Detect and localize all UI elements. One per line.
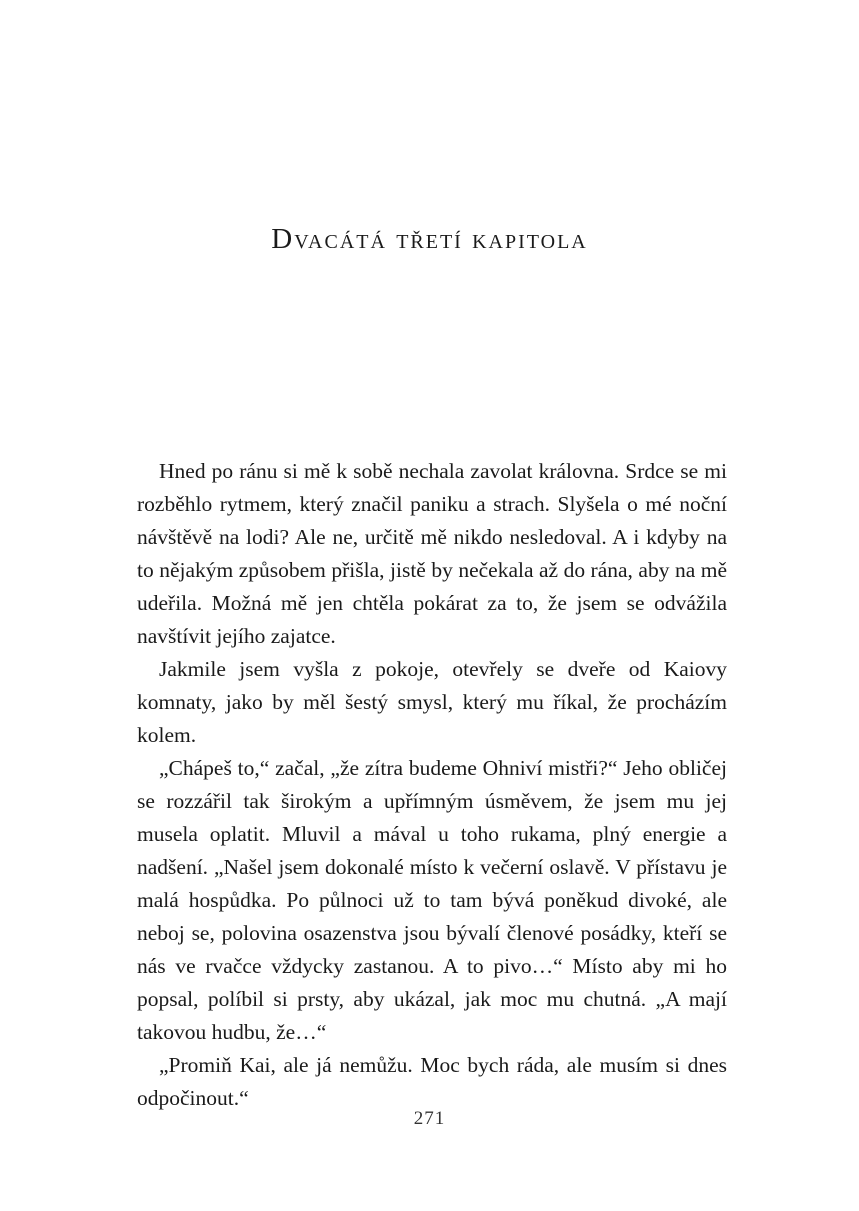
paragraph: Hned po ránu si mě k sobě nechala zavolat královna. Srdce se mi rozběhlo rytmem, který značil paniku a strach. Slyšela o mé noční návštěvě na lodi? Ale ne, určitě mě nikdo nesledoval. A i kdyby na to nějakým způsobem přišla, jistě by nečekala až do rána, aby na mě udeřila. Možná mě jen chtěla pokárat za to, že jsem se odvážila navštívit jejího zajatce. bbox=[137, 459, 727, 648]
chapter-body bbox=[137, 455, 727, 1115]
paragraph: „Chápeš to,“ začal, „že zítra budeme Ohniví mistři?“ Jeho obličej se rozzářil tak širokým a upřímným úsměvem, že jsem mu jej musela oplatit. Mluvil a mával u toho rukama, plný energie a nadšení. „Našel jsem dokonalé místo k večerní oslavě. V přístavu je malá hospůdka. Po půlnoci už to tam bývá poněkud divoké, ale neboj se, polovina osazenstva jsou bývalí členové posádky, kteří se nás ve rvačce vždycky zastanou. A to pivo…“ Místo aby mi ho popsal, políbil si prsty, aby ukázal, jak moc mu chutná. „A mají takovou hudbu, že…“ bbox=[137, 756, 727, 1044]
paragraph: Jakmile jsem vyšla z pokoje, otevřely se dveře od Kaiovy komnaty, jako by měl šestý smysl, který mu říkal, že procházím kolem. bbox=[137, 657, 727, 747]
chapter-title: Dvacátá třetí kapitola bbox=[271, 223, 588, 255]
page-number: 271 bbox=[413, 1108, 446, 1129]
paragraph: „Promiň Kai, ale já nemůžu. Moc bych ráda, ale musím si dnes odpočinout.“ bbox=[137, 1053, 727, 1110]
